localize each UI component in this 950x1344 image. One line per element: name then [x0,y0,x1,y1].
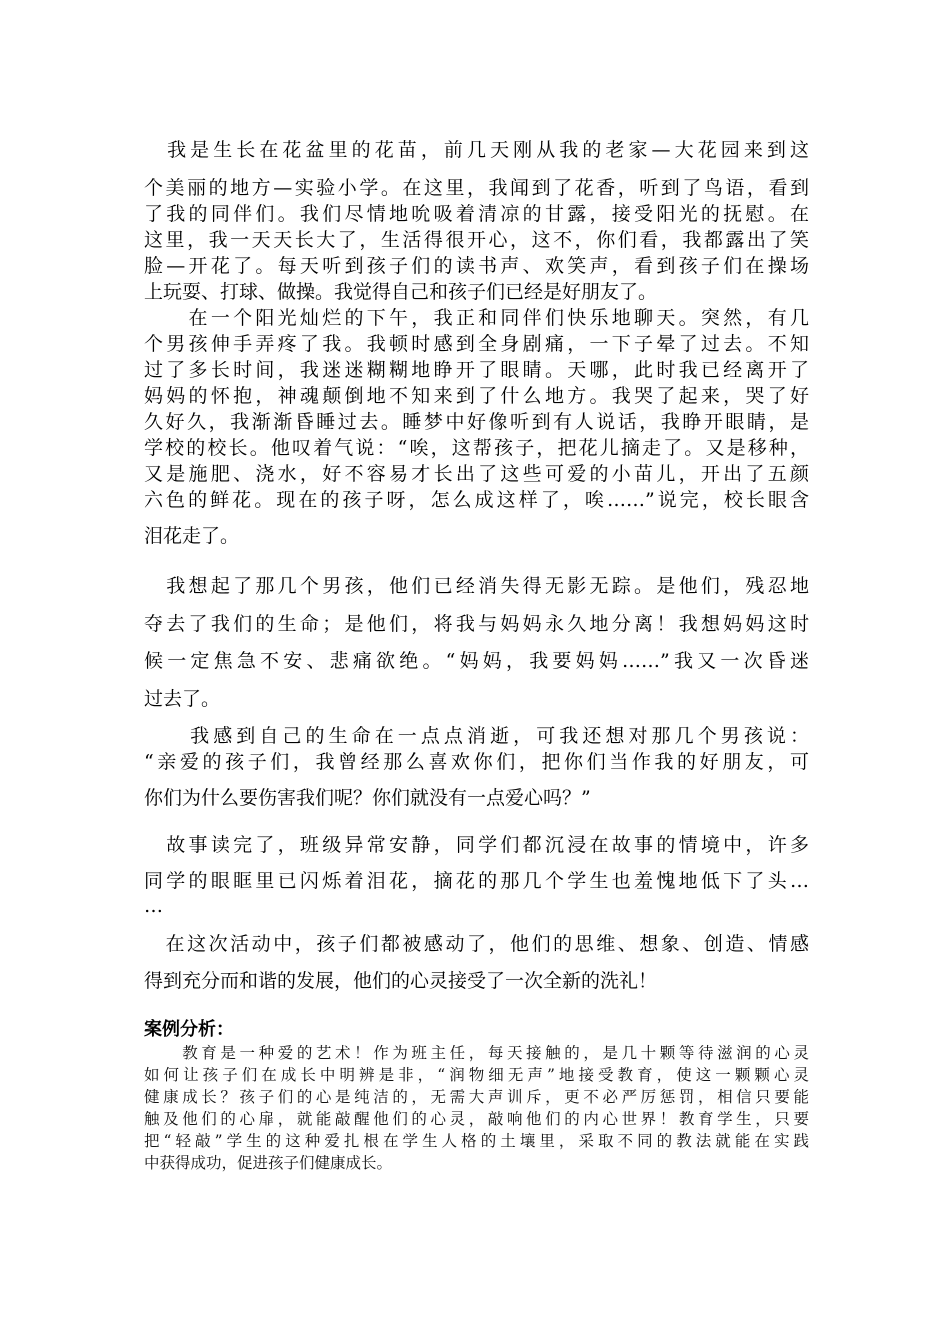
story-line: 上玩耍、打球、做操。我觉得自己和孩子们已经是好朋友了。 [144,281,658,303]
story-line: 在一个阳光灿烂的下午，我正和同伴们快乐地聊天。突然，有几 [144,307,809,329]
story-line: 得到充分而和谐的发展，他们的心灵接受了一次全新的洗礼！ [144,970,658,992]
story-line: 了我的同伴们。我们尽情地吮吸着清凉的甘露，接受阳光的抚慰。在 [144,203,809,225]
analysis-line: 触及他们的心扉，就能敲醒他们的心灵，敲响他们的内心世界！教育学生，只要 [144,1110,809,1128]
story-line: … [144,895,163,917]
story-line: 六色的鲜花。现在的孩子呀，怎么成这样了，唉……”说完，校长眼含 [144,489,809,511]
story-line: 个美丽的地方—实验小学。在这里，我闻到了花香，听到了鸟语，看到 [144,177,809,199]
story-line: 我是生长在花盆里的花苗，前几天刚从我的老家—大花园来到这 [144,139,809,161]
story-line: 过去了。 [144,688,221,710]
story-line: 你们为什么要伤害我们呢？你们就没有一点爱心吗？” [144,787,591,809]
story-line: 这里，我一天天长大了，生活得很开心，这不，你们看，我都露出了笑 [144,229,809,251]
story-line: 个男孩伸手弄疼了我。我顿时感到全身剧痛，一下子晕了过去。不知 [144,333,809,355]
analysis-line: 如何让孩子们在成长中明辨是非，“润物细无声”地接受教育，使这一颗颗心灵 [144,1066,809,1084]
analysis-line: 健康成长？孩子们的心是纯洁的，无需大声训斥，更不必严厉惩罚，相信只要能 [144,1088,809,1106]
story-line: 我感到自己的生命在一点点消逝，可我还想对那几个男孩说： [144,725,809,747]
analysis-line: 把“轻敲”学生的这种爱扎根在学生人格的土壤里，采取不同的教法就能在实践 [144,1132,809,1150]
analysis-heading: 案例分析： [144,1019,234,1040]
analysis-line: 中获得成功，促进孩子们健康成长。 [144,1154,393,1172]
story-line: 久好久，我渐渐昏睡过去。睡梦中好像听到有人说话，我睁开眼睛，是 [144,411,809,433]
story-line: 在这次活动中，孩子们都被感动了，他们的思维、想象、创造、情感 [144,933,809,955]
story-line: 故事读完了，班级异常安静，同学们都沉浸在故事的情境中，许多 [144,834,809,856]
story-line: 我想起了那几个男孩，他们已经消失得无影无踪。是他们，残忍地 [144,575,809,597]
story-line: 夺去了我们的生命；是他们，将我与妈妈永久地分离！我想妈妈这时 [144,613,809,635]
story-line: 妈妈的怀抱，神魂颠倒地不知来到了什么地方。我哭了起来，哭了好 [144,385,809,407]
story-line: 同学的眼眶里已闪烁着泪花，摘花的那几个学生也羞愧地低下了头… [144,870,809,892]
story-line: 又是施肥、浇水，好不容易才长出了这些可爱的小苗儿，开出了五颜 [144,463,809,485]
story-line: 候一定焦急不安、悲痛欲绝。“妈妈，我要妈妈……”我又一次昏迷 [144,650,809,672]
story-line: 过了多长时间，我迷迷糊糊地睁开了眼睛。天哪，此时我已经离开了 [144,359,809,381]
story-line: “亲爱的孩子们，我曾经那么喜欢你们，把你们当作我的好朋友，可 [144,751,809,773]
story-line: 学校的校长。他叹着气说：“唉，这帮孩子，把花儿摘走了。又是移种， [144,437,809,459]
story-line: 脸—开花了。每天听到孩子们的读书声、欢笑声，看到孩子们在操场 [144,255,809,277]
analysis-line: 教育是一种爱的艺术！作为班主任，每天接触的，是几十颗等待滋润的心灵 [144,1044,809,1062]
story-line: 泪花走了。 [144,525,240,547]
